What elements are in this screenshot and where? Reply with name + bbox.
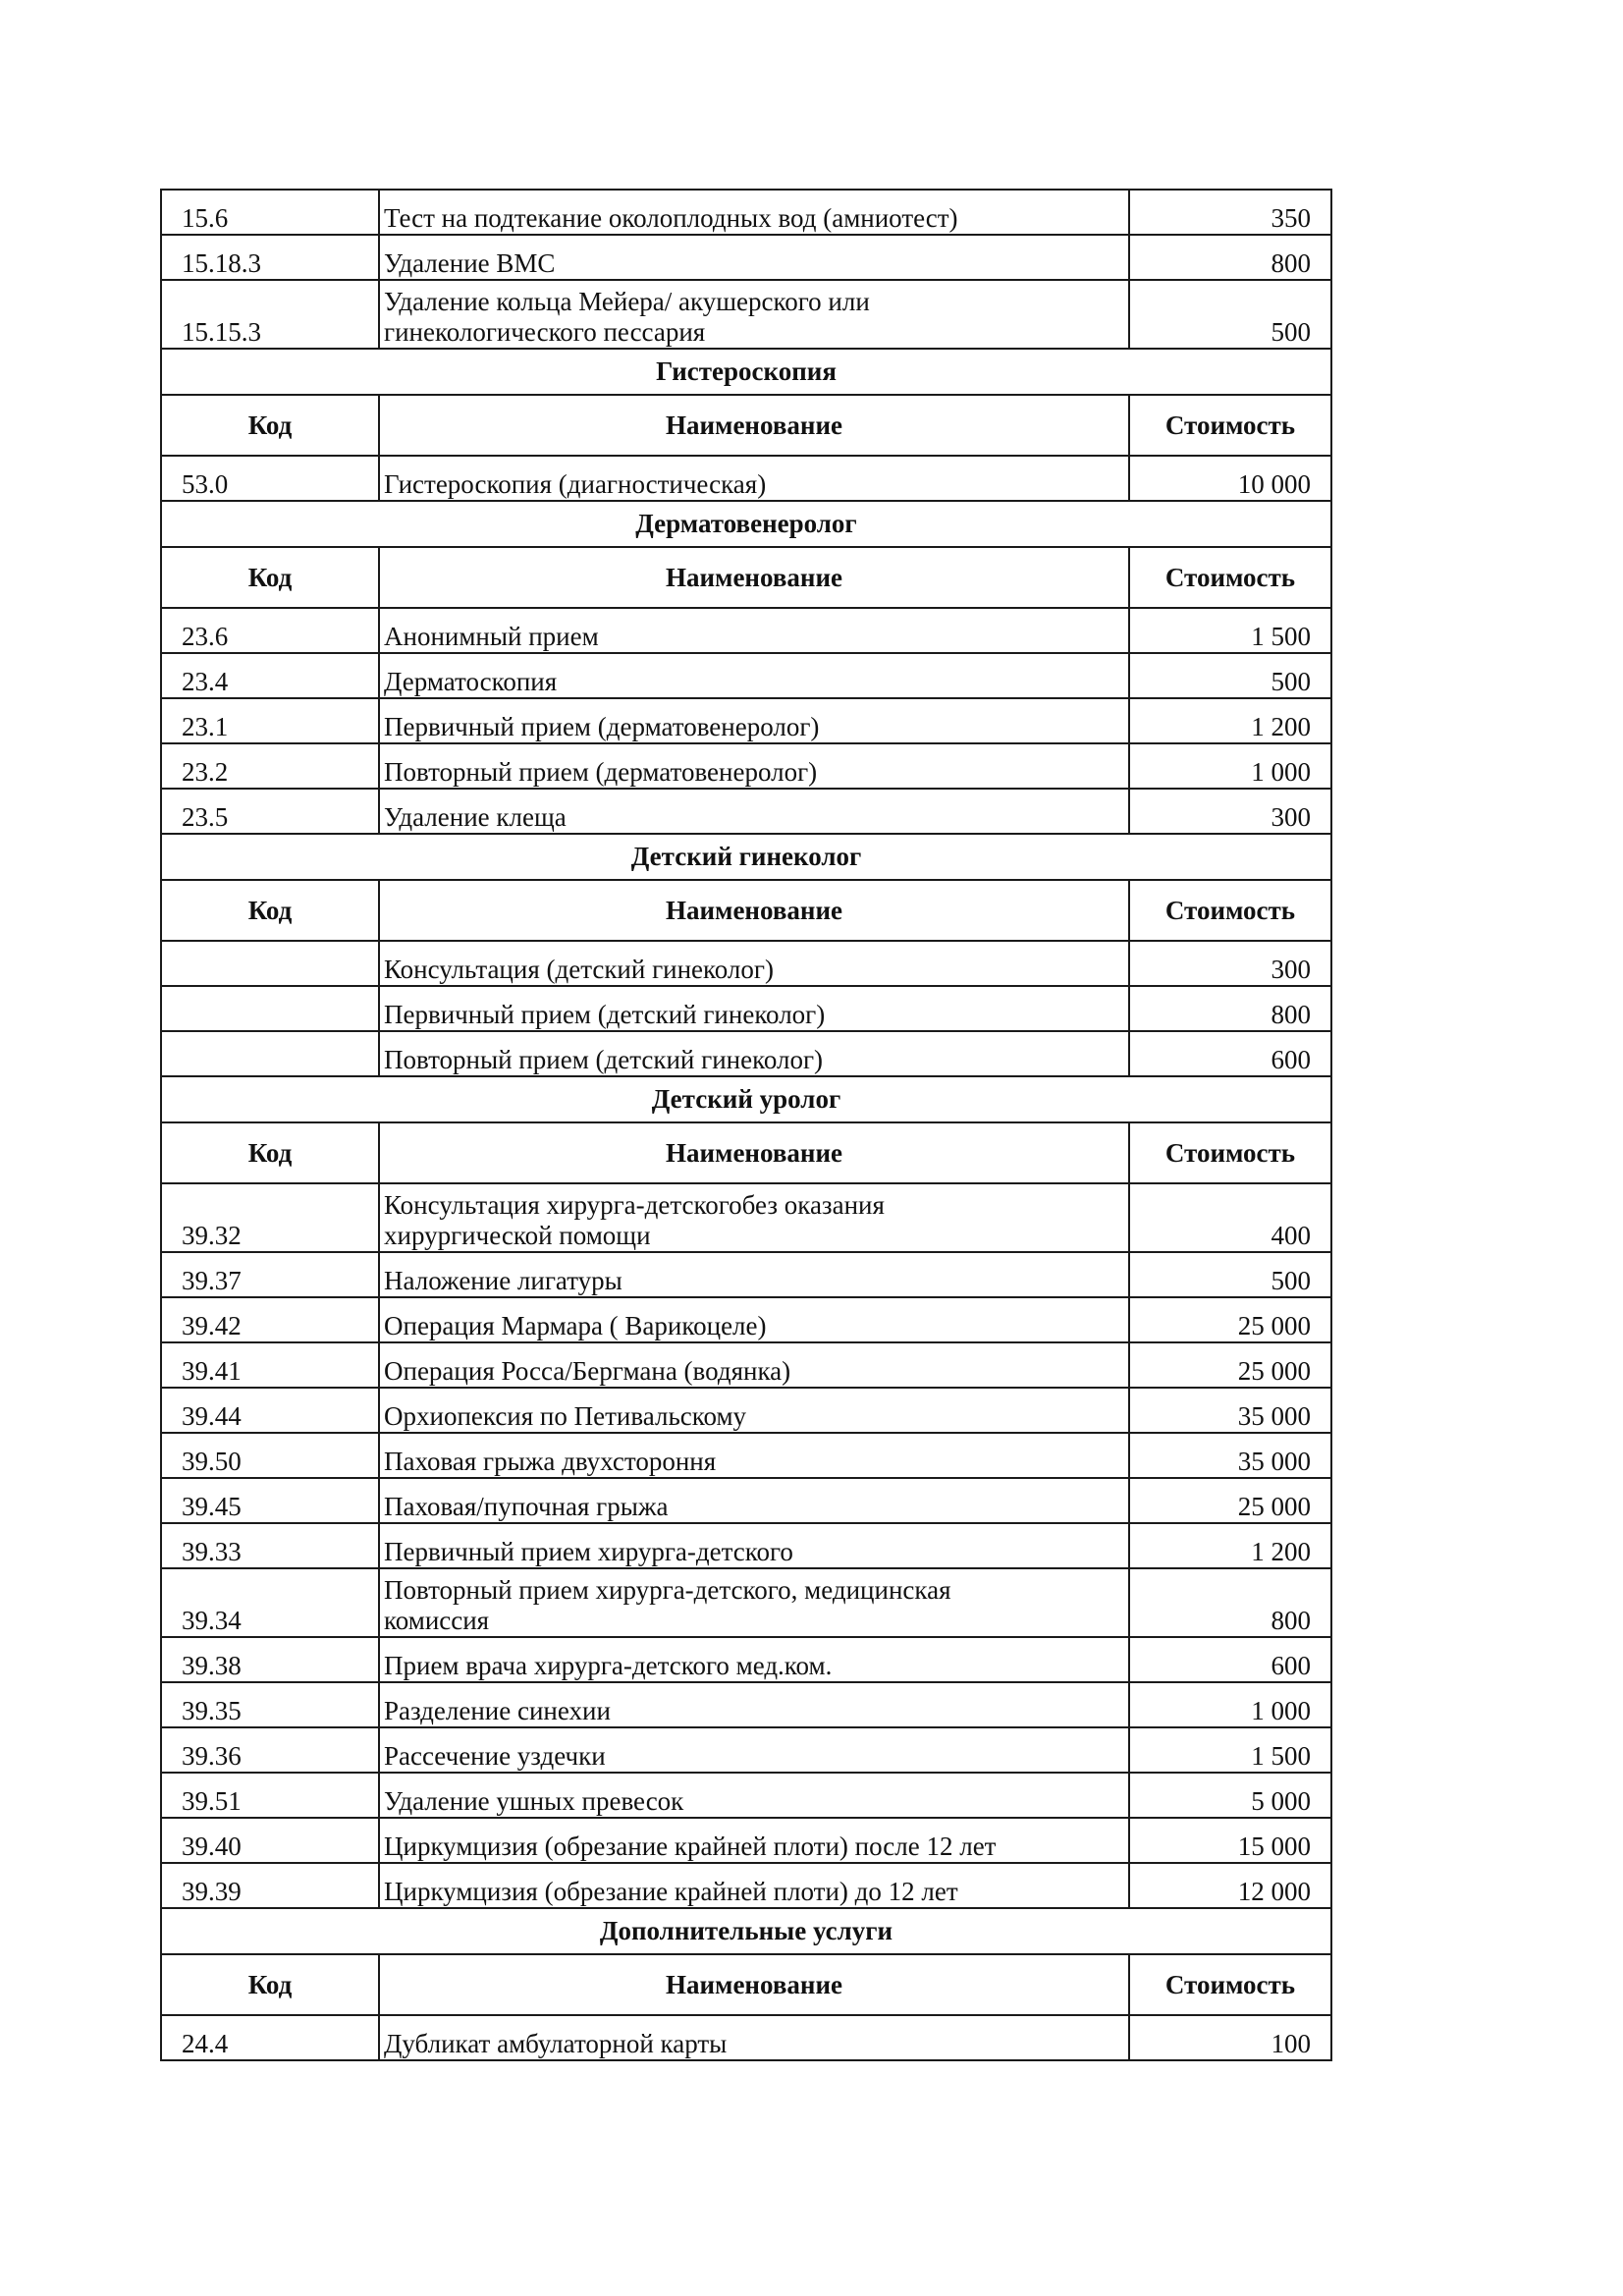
section-title: Дерматовенеролог (161, 501, 1331, 547)
section-title-row (161, 349, 1331, 395)
service-cost: 1 200 (1129, 698, 1331, 743)
service-name-line: Удаление кольца Мейера/ акушерского или (384, 287, 870, 316)
service-name-line: Гистероскопия (диагностическая) (384, 469, 767, 499)
service-cost: 25 000 (1129, 1478, 1331, 1523)
table-row (161, 698, 1331, 743)
table-row (161, 190, 1331, 235)
service-cost: 800 (1129, 235, 1331, 280)
column-header-code: Код (161, 1954, 379, 2015)
table-row (161, 1183, 1331, 1252)
service-name-line: Циркумцизия (обрезание крайней плоти) после 12 лет (384, 1831, 997, 1861)
service-name (379, 1637, 1129, 1682)
service-name (379, 2015, 1129, 2060)
service-code: 39.42 (161, 1297, 379, 1342)
section-title: Детский уролог (161, 1076, 1331, 1122)
column-header-row (161, 395, 1331, 456)
service-cost: 500 (1129, 280, 1331, 349)
service-name (379, 235, 1129, 280)
service-cost: 35 000 (1129, 1433, 1331, 1478)
table-row (161, 280, 1331, 349)
column-header-row (161, 1954, 1331, 2015)
service-code: 15.15.3 (161, 280, 379, 349)
service-code: 15.6 (161, 190, 379, 235)
table-row (161, 1773, 1331, 1818)
table-row (161, 1818, 1331, 1863)
service-name-line: Дубликат амбулаторной карты (384, 2029, 728, 2058)
column-header-code: Код (161, 880, 379, 941)
service-name-line: Операция Мармара ( Варикоцеле) (384, 1311, 767, 1340)
service-code: 39.44 (161, 1388, 379, 1433)
table-row (161, 456, 1331, 501)
service-cost: 800 (1129, 1568, 1331, 1637)
service-name (379, 1773, 1129, 1818)
section-title-row (161, 501, 1331, 547)
service-name-line: Первичный прием (дерматовенеролог) (384, 712, 820, 741)
table-row (161, 608, 1331, 653)
table-row (161, 1297, 1331, 1342)
service-cost: 5 000 (1129, 1773, 1331, 1818)
service-name-line: гинекологического пессария (384, 317, 706, 347)
section-title-row (161, 834, 1331, 880)
table-row (161, 653, 1331, 698)
table-row (161, 2015, 1331, 2060)
service-name (379, 1183, 1129, 1252)
service-cost: 1 200 (1129, 1523, 1331, 1568)
service-name-line: Первичный прием (детский гинеколог) (384, 1000, 826, 1029)
service-code: 39.41 (161, 1342, 379, 1388)
service-code (161, 986, 379, 1031)
column-header-code: Код (161, 547, 379, 608)
table-row (161, 941, 1331, 986)
column-header-cost: Стоимость (1129, 395, 1331, 456)
table-row (161, 1433, 1331, 1478)
service-cost: 1 500 (1129, 1727, 1331, 1773)
service-cost: 15 000 (1129, 1818, 1331, 1863)
service-name-line: хирургической помощи (384, 1221, 651, 1250)
table-row (161, 1568, 1331, 1637)
service-name-line: Удаление ВМС (384, 248, 556, 278)
service-name (379, 653, 1129, 698)
service-name-line: Консультация (детский гинеколог) (384, 955, 774, 984)
column-header-cost: Стоимость (1129, 1122, 1331, 1183)
service-code: 39.51 (161, 1773, 379, 1818)
column-header-name: Наименование (379, 880, 1129, 941)
service-code: 39.34 (161, 1568, 379, 1637)
table-row (161, 1682, 1331, 1727)
service-name (379, 280, 1129, 349)
service-code: 24.4 (161, 2015, 379, 2060)
service-name-line: Удаление клеща (384, 802, 567, 832)
column-header-cost: Стоимость (1129, 547, 1331, 608)
service-code: 39.33 (161, 1523, 379, 1568)
service-name (379, 1682, 1129, 1727)
service-name-line: Орхиопексия по Петивальскому (384, 1401, 747, 1431)
service-cost: 1 500 (1129, 608, 1331, 653)
service-name (379, 1433, 1129, 1478)
service-cost: 500 (1129, 1252, 1331, 1297)
table-row (161, 1523, 1331, 1568)
service-name (379, 1252, 1129, 1297)
service-name (379, 986, 1129, 1031)
service-name (379, 1523, 1129, 1568)
service-code: 39.50 (161, 1433, 379, 1478)
service-name (379, 1863, 1129, 1908)
service-name-line: Циркумцизия (обрезание крайней плоти) до 12 лет (384, 1877, 958, 1906)
service-cost: 600 (1129, 1637, 1331, 1682)
service-code: 23.1 (161, 698, 379, 743)
service-name-line: Повторный прием хирурга-детского, медицинская (384, 1575, 951, 1605)
service-name-line: Рассечение уздечки (384, 1741, 606, 1771)
service-name-line: Консультация хирурга-детскогобез оказания (384, 1190, 885, 1220)
table-row (161, 1388, 1331, 1433)
service-name-line: Наложение лигатуры (384, 1266, 622, 1295)
service-name-line: Первичный прием хирурга-детского (384, 1537, 793, 1566)
section-title-row (161, 1908, 1331, 1954)
table-row (161, 986, 1331, 1031)
service-code: 39.37 (161, 1252, 379, 1297)
service-cost: 600 (1129, 1031, 1331, 1076)
service-name (379, 941, 1129, 986)
section-title-row (161, 1076, 1331, 1122)
service-name-line: Повторный прием (дерматовенеролог) (384, 757, 818, 787)
service-code: 23.4 (161, 653, 379, 698)
service-code: 15.18.3 (161, 235, 379, 280)
service-name-line: Паховая/пупочная грыжа (384, 1492, 669, 1521)
service-cost: 10 000 (1129, 456, 1331, 501)
service-code: 39.32 (161, 1183, 379, 1252)
service-code: 23.2 (161, 743, 379, 789)
service-name (379, 1388, 1129, 1433)
service-code: 39.40 (161, 1818, 379, 1863)
service-cost: 25 000 (1129, 1342, 1331, 1388)
service-name (379, 190, 1129, 235)
service-name (379, 456, 1129, 501)
service-name-line: Операция Росса/Бергмана (водянка) (384, 1356, 791, 1386)
table-row (161, 1727, 1331, 1773)
table-row (161, 235, 1331, 280)
service-code: 53.0 (161, 456, 379, 501)
column-header-cost: Стоимость (1129, 880, 1331, 941)
section-title: Дополнительные услуги (161, 1908, 1331, 1954)
table-row (161, 1637, 1331, 1682)
service-code: 39.38 (161, 1637, 379, 1682)
service-name (379, 1031, 1129, 1076)
service-code: 39.36 (161, 1727, 379, 1773)
table-row (161, 789, 1331, 834)
service-code (161, 1031, 379, 1076)
section-title: Гистероскопия (161, 349, 1331, 395)
column-header-row (161, 880, 1331, 941)
price-table-body (161, 190, 1331, 2060)
service-cost: 800 (1129, 986, 1331, 1031)
service-name (379, 1297, 1129, 1342)
section-title: Детский гинеколог (161, 834, 1331, 880)
service-name (379, 1818, 1129, 1863)
column-header-code: Код (161, 1122, 379, 1183)
service-cost: 100 (1129, 2015, 1331, 2060)
service-name (379, 1727, 1129, 1773)
service-cost: 1 000 (1129, 743, 1331, 789)
service-code: 23.6 (161, 608, 379, 653)
service-name-line: Паховая грыжа двухстороння (384, 1447, 717, 1476)
column-header-name: Наименование (379, 1954, 1129, 2015)
column-header-code: Код (161, 395, 379, 456)
service-code (161, 941, 379, 986)
table-row (161, 743, 1331, 789)
service-cost: 25 000 (1129, 1297, 1331, 1342)
column-header-name: Наименование (379, 1122, 1129, 1183)
service-cost: 500 (1129, 653, 1331, 698)
service-code: 39.39 (161, 1863, 379, 1908)
service-name (379, 1568, 1129, 1637)
table-row (161, 1478, 1331, 1523)
service-cost: 300 (1129, 789, 1331, 834)
service-cost: 35 000 (1129, 1388, 1331, 1433)
service-name (379, 789, 1129, 834)
service-name (379, 608, 1129, 653)
service-cost: 1 000 (1129, 1682, 1331, 1727)
table-row (161, 1863, 1331, 1908)
service-name (379, 698, 1129, 743)
column-header-name: Наименование (379, 395, 1129, 456)
service-name-line: Анонимный прием (384, 622, 599, 651)
service-cost: 12 000 (1129, 1863, 1331, 1908)
service-name-line: Удаление ушных превесок (384, 1786, 684, 1816)
column-header-cost: Стоимость (1129, 1954, 1331, 2015)
table-row (161, 1031, 1331, 1076)
column-header-name: Наименование (379, 547, 1129, 608)
service-name-line: Разделение синехии (384, 1696, 611, 1725)
service-name-line: Повторный прием (детский гинеколог) (384, 1045, 824, 1074)
column-header-row (161, 1122, 1331, 1183)
service-name (379, 1478, 1129, 1523)
service-code: 39.45 (161, 1478, 379, 1523)
service-name-line: комиссия (384, 1606, 490, 1635)
service-name-line: Прием врача хирурга-детского мед.ком. (384, 1651, 833, 1680)
table-row (161, 1342, 1331, 1388)
service-name (379, 743, 1129, 789)
service-name-line: Дерматоскопия (384, 667, 558, 696)
service-name (379, 1342, 1129, 1388)
price-table (160, 189, 1332, 2061)
service-cost: 350 (1129, 190, 1331, 235)
service-name-line: Тест на подтекание околоплодных вод (амниотест) (384, 203, 958, 233)
service-code: 23.5 (161, 789, 379, 834)
column-header-row (161, 547, 1331, 608)
table-row (161, 1252, 1331, 1297)
service-cost: 400 (1129, 1183, 1331, 1252)
service-cost: 300 (1129, 941, 1331, 986)
service-code: 39.35 (161, 1682, 379, 1727)
